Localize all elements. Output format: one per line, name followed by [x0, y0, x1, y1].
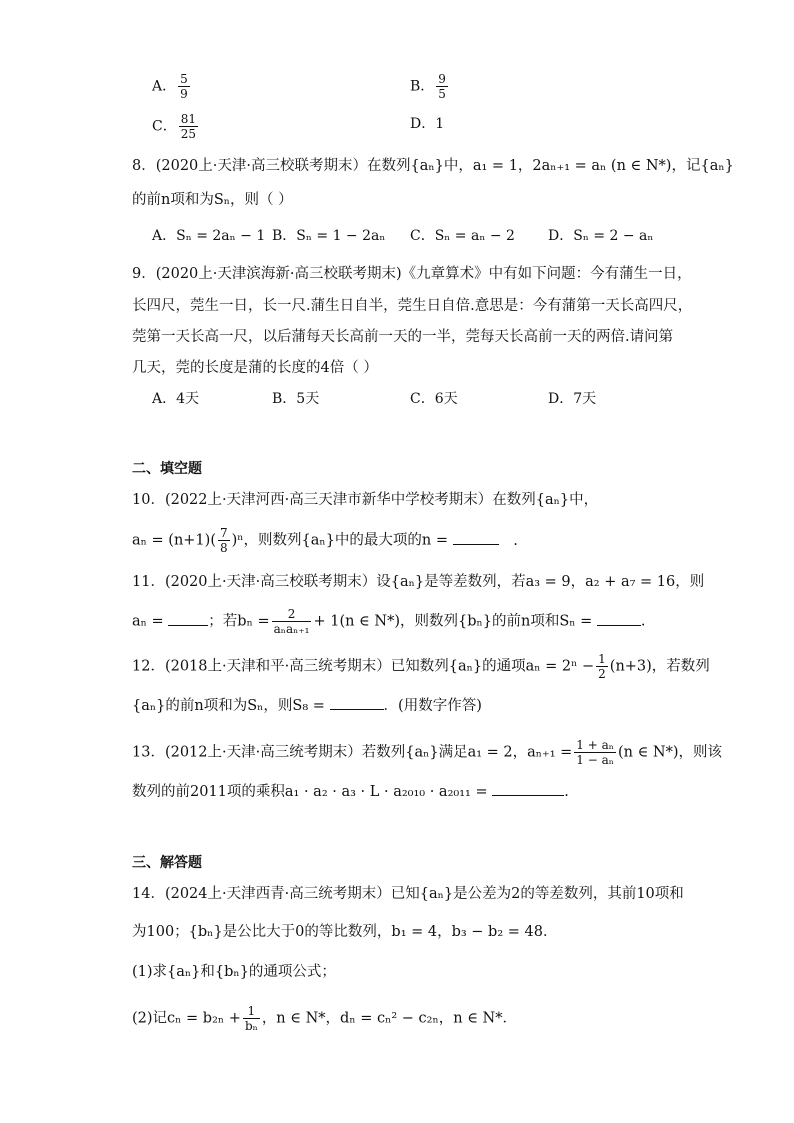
answer-blank — [168, 611, 208, 626]
q12-line-1: 12．(2018上·天津和平·高三统考期末）已知数列{aₙ}的通项aₙ = 2ⁿ − $\frac{1}{2}$ (n+3)，若数列 — [132, 652, 710, 681]
q8-option-b: B．Sₙ = 1 − 2aₙ — [272, 228, 386, 244]
answer-blank — [330, 695, 384, 710]
option-label: C． — [152, 118, 177, 135]
fraction: $\frac{9}{5}$ — [438, 72, 446, 101]
option-label: A． — [152, 78, 177, 95]
q8-line-1: 8．(2020上·天津·高三校联考期末）在数列{aₙ}中，a₁ = 1，2aₙ₊₁ = aₙ (n ∈ N*)，记{aₙ} — [132, 158, 734, 174]
q7-option-d: D．1 — [410, 116, 445, 132]
fraction: $\frac{7}{8}$ — [219, 526, 228, 555]
q7-option-c — [152, 112, 200, 141]
section-title-solution: 三、解答题 — [132, 855, 202, 871]
q9-option-c: C．6天 — [410, 391, 458, 407]
q13-line-1: 13．(2012上·天津·高三统考期末）若数列{aₙ}满足a₁ = 2，aₙ₊₁ = $\frac{\text{1 + aₙ}}{\text{1 − aₙ}}$ (n ∈ N*)，则该 — [132, 738, 723, 767]
q8-option-a: A．Sₙ = 2aₙ − 1 — [152, 228, 266, 244]
q11-line-1: 11．(2020上·天津·高三校联考期末）设{aₙ}是等差数列，若a₃ = 9，a₂ + a₇ = 16，则 — [132, 574, 705, 590]
fraction: $\frac{81}{25}$ — [180, 112, 196, 141]
answer-blank — [453, 530, 499, 545]
q9-line-1: 9．(2020上·天津滨海新·高三校联考期末)《九章算术》中有如下问题：今有蒲生一日， — [132, 266, 692, 282]
q14-part-1: (1)求{aₙ}和{bₙ}的通项公式； — [132, 964, 336, 980]
q9-option-d: D．7天 — [548, 391, 597, 407]
q14-part-2: (2)记cₙ = b₂ₙ + $\frac{1}{\text{bₙ}}$ ，n ∈ N*，dₙ = cₙ² − c₂ₙ，n ∈ N*． — [132, 1004, 517, 1033]
q10-line-2: aₙ = (n+1)( $\frac{7}{8}$ )ⁿ，则数列{aₙ}中的最大项的n = . — [132, 526, 518, 555]
q9-line-3: 莞第一天长高一尺，以后蒲每天长高前一天的一半，莞每天长高前一天的两倍.请问第 — [132, 329, 674, 345]
q9-option-a: A．4天 — [152, 391, 200, 407]
q8-option-c: C．Sₙ = aₙ − 2 — [410, 228, 515, 244]
fraction: 2 aₙaₙ₊₁ — [273, 607, 310, 636]
q7-option-a — [152, 72, 192, 101]
q14-line-2: 为100；{bₙ}是公比大于0的等比数列，b₁ = 4，b₃ − b₂ = 48． — [132, 924, 558, 940]
q8-line-2: 的前n项和为Sₙ，则（ ） — [132, 192, 293, 208]
q10-line-1: 10．(2022上·天津河西·高三天津市新华中学校考期末）在数列{aₙ}中， — [132, 492, 599, 508]
fraction: $\frac{5}{9}$ — [180, 72, 188, 101]
q13-line-2: 数列的前2011项的乘积a₁ · a₂ · a₃ · L · a₂₀₁₀ · a₂₀₁₁ = . — [132, 781, 569, 802]
q9-line-2: 长四尺，莞生一日，长一尺.蒲生日自半，莞生日自倍.意思是：今有蒲第一天长高四尺， — [132, 298, 693, 314]
fraction: $\frac{1}{2}$ — [598, 652, 606, 681]
fraction: $\frac{\text{1 + aₙ}}{\text{1 − aₙ}}$ — [576, 738, 614, 767]
q9-option-b: B．5天 — [272, 391, 320, 407]
fraction: $\frac{1}{\text{bₙ}}$ — [244, 1004, 258, 1033]
option-label: B． — [410, 78, 435, 95]
q12-line-2: {aₙ}的前n项和为Sₙ，则S₈ = ．(用数字作答) — [132, 695, 482, 716]
section-title-fill-blank: 二、填空题 — [132, 461, 202, 477]
q9-line-4: 几天，莞的长度是蒲的长度的4倍（ ） — [132, 360, 378, 376]
q7-option-b — [410, 72, 450, 101]
answer-blank — [597, 611, 641, 626]
q14-line-1: 14．(2024上·天津西青·高三统考期末）已知{aₙ}是公差为2的等差数列，其前10项和 — [132, 886, 684, 902]
q11-line-2: aₙ = ；若bₙ = 2 aₙaₙ₊₁ + 1(n ∈ N*)，则数列{bₙ}的前n项和Sₙ = . — [132, 607, 646, 636]
option-label: D． — [410, 116, 436, 132]
q8-option-d: D．Sₙ = 2 − aₙ — [548, 228, 654, 244]
answer-blank — [492, 781, 564, 796]
